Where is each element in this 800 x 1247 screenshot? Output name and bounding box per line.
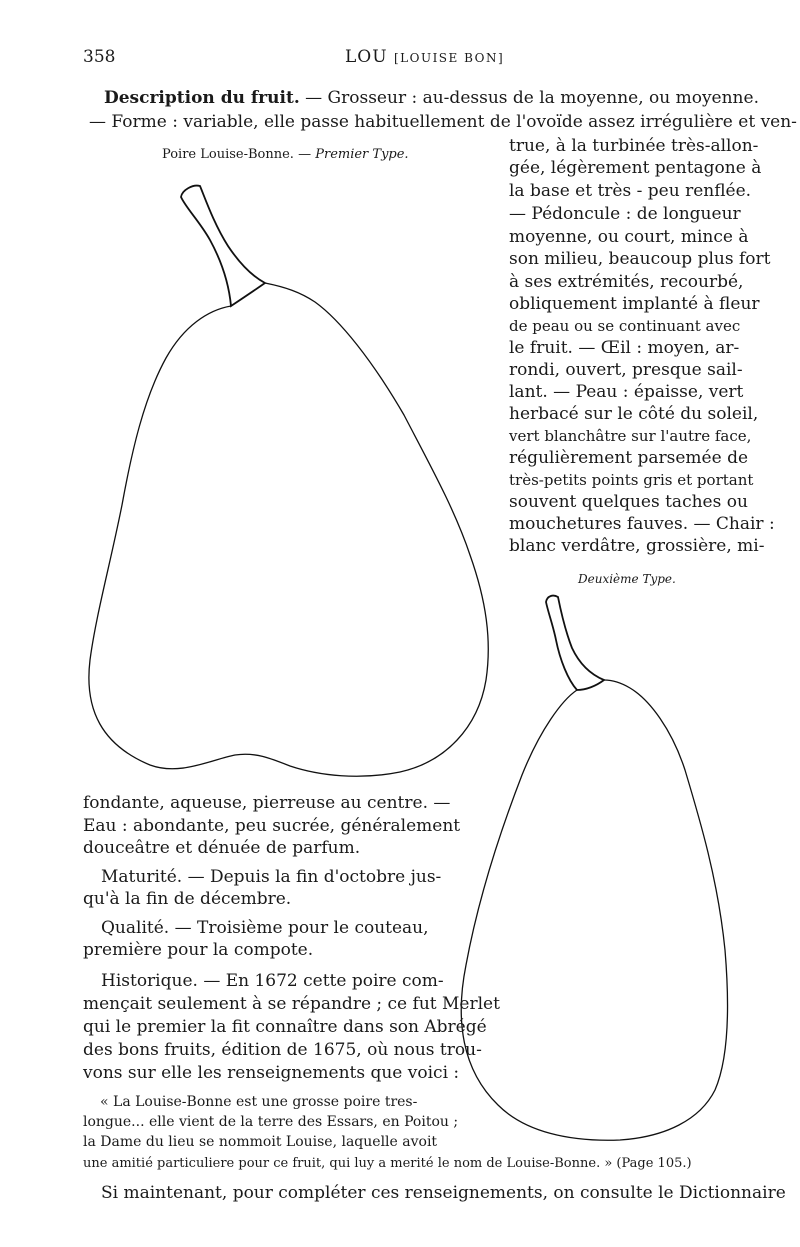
historique-line: qui le premier la fit connaître dans son Abrégé [83,1017,487,1037]
col-line: le fruit. — Œil : moyen, ar- [509,338,740,358]
historique-line: mençait seulement à se répandre ; ce fut Merlet [83,994,500,1014]
lower-line: Eau : abondante, peu sucrée, généralement [83,816,461,836]
col-line: souvent quelques taches ou [509,492,748,512]
figure-caption-1 [162,147,409,162]
pear-figure-2 [461,596,727,1141]
quote-line: longue... elle vient de la terre des Essars, en Poitou ; [83,1114,459,1130]
col-line: lant. — Peau : épaisse, vert [509,382,744,402]
qualite-line-1: Qualité. — Troisième pour le couteau, [101,918,429,938]
pear-2-stem [546,596,604,690]
quote-line: une amitié particuliere pour ce fruit, qui luy a merité le nom de Louise-Bonne. » (Page 105.) [83,1156,692,1171]
page-number: 358 [83,47,116,67]
col-line: à ses extrémités, recourbé, [509,272,744,292]
pear-1-outline [89,283,488,776]
intro-heading: Description du fruit. [104,88,300,108]
col-line: blanc verdâtre, grossière, mi- [509,536,765,556]
figure-caption-2: Deuxième Type. [578,572,676,586]
lower-line: fondante, aqueuse, pierreuse au centre. — [83,793,451,813]
intro-line-2: — Forme : variable, elle passe habituellement de l'ovoïde assez irrégulière et ven- [89,112,797,132]
pear-figure-1 [89,186,488,777]
historique-line: des bons fruits, édition de 1675, où nous trou- [83,1040,482,1060]
col-line: très-petits points gris et portant [509,471,754,489]
caption-1-type: — Premier Type. [298,147,409,162]
quote-line: la Dame du lieu se nommoit Louise, laquelle avoit [83,1134,438,1150]
col-line: true, à la turbinée très-allon- [509,136,759,156]
qualite-line-2: première pour la compote. [83,940,314,960]
col-line: régulièrement parsemée de [509,448,749,468]
col-line: gée, légèrement pentagone à [509,158,762,178]
col-line: de peau ou se continuant avec [509,317,741,335]
historique-line: vons sur elle les renseignements que voici : [83,1063,460,1083]
pear-1-stem [181,186,265,306]
quote-line: « La Louise-Bonne est une grosse poire tres- [100,1094,418,1110]
col-line: herbacé sur le côté du soleil, [509,404,759,424]
intro-line-1 [104,88,759,109]
caption-1-main: Poire Louise-Bonne. [162,147,294,162]
intro-rest: — Grosseur : au-dessus de la moyenne, ou moyenne. [299,88,759,108]
maturite-line-1: Maturité. — Depuis la fin d'octobre jus- [101,867,442,887]
lower-line: douceâtre et dénuée de parfum. [83,838,361,858]
final-line: Si maintenant, pour compléter ces renseignements, on consulte le Dictionnaire [101,1183,786,1203]
col-line: son milieu, beaucoup plus fort [509,249,771,269]
maturite-line-2: qu'à la fin de décembre. [83,889,292,909]
col-line: la base et très - peu renflée. [509,181,752,201]
col-line: rondi, ouvert, presque sail- [509,360,743,380]
col-line: vert blanchâtre sur l'autre face, [509,427,752,445]
col-line: moyenne, ou court, mince à [509,227,749,247]
historique-line: Historique. — En 1672 cette poire com- [101,971,444,991]
col-line: mouchetures fauves. — Chair : [509,514,775,534]
pear-2-outline [461,680,727,1140]
running-head-sub: [LOUISE BON] [393,51,505,65]
col-line: — Pédoncule : de longueur [509,204,741,224]
col-line: obliquement implanté à fleur [509,294,760,314]
running-head-main: LOU [345,47,388,67]
